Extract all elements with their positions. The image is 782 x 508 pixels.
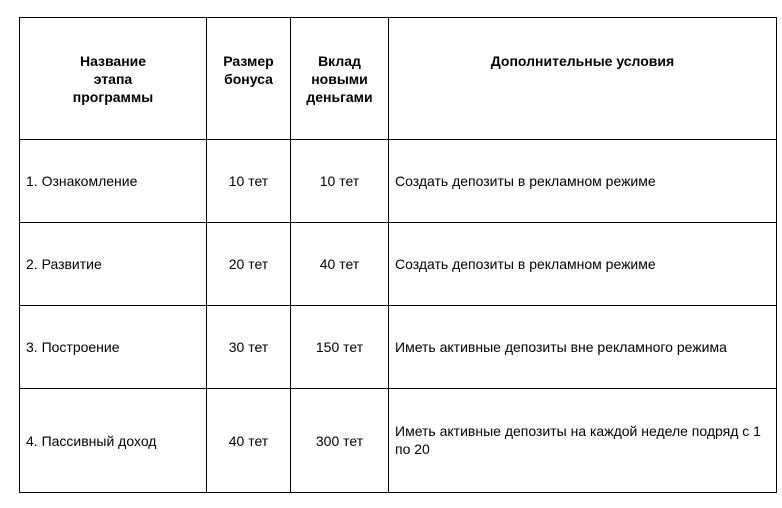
conditions-cell: Создать депозиты в рекламном режиме: [389, 140, 777, 223]
conditions-cell: Иметь активные депозиты на каждой неделе подряд с 1 по 20: [389, 389, 777, 493]
conditions-cell: Создать депозиты в рекламном режиме: [389, 223, 777, 306]
deposit-cell: 300 тет: [291, 389, 389, 493]
bonus-cell: 40 тет: [207, 389, 291, 493]
stage-name-cell: 4. Пассивный доход: [20, 389, 207, 493]
stage-name-cell: 2. Развитие: [20, 223, 207, 306]
stage-name-cell: 1. Ознакомление: [20, 140, 207, 223]
conditions-cell: Иметь активные депозиты вне рекламного режима: [389, 306, 777, 389]
deposit-cell: 10 тет: [291, 140, 389, 223]
header-stage-name: [20, 18, 207, 140]
table-row: [20, 223, 777, 306]
table-row: [20, 306, 777, 389]
header-additional-conditions: [389, 18, 777, 140]
program-stages-table: [19, 17, 777, 493]
header-bonus-size-text: Размер бонуса: [223, 53, 274, 87]
bonus-cell: 20 тет: [207, 223, 291, 306]
deposit-cell: 150 тет: [291, 306, 389, 389]
table-header-row: [20, 18, 777, 140]
stage-name-cell: 3. Построение: [20, 306, 207, 389]
header-additional-conditions-text: Дополнительные условия: [490, 53, 675, 69]
header-stage-name-text: Название этапа программы: [72, 53, 154, 105]
deposit-cell: 40 тет: [291, 223, 389, 306]
header-new-money-deposit: [291, 18, 389, 140]
header-bonus-size: [207, 18, 291, 140]
table-row: [20, 140, 777, 223]
header-new-money-deposit-text: Вклад новыми деньгами: [306, 53, 373, 105]
bonus-cell: 10 тет: [207, 140, 291, 223]
bonus-cell: 30 тет: [207, 306, 291, 389]
table-row: [20, 389, 777, 493]
